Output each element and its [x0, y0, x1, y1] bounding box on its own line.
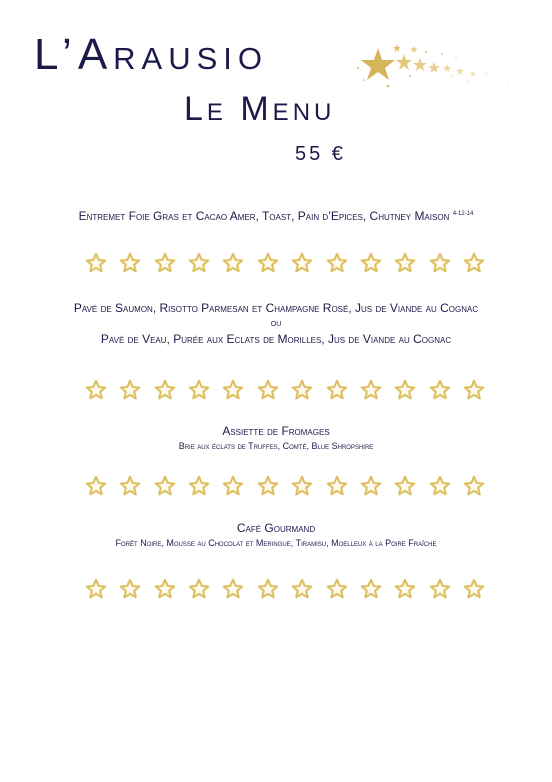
star-outline-icon: [85, 578, 107, 600]
star-outline-icon: [291, 578, 313, 600]
star-outline-icon: [188, 252, 210, 274]
star-outline-icon: [119, 578, 141, 600]
star-outline-icon: [463, 578, 485, 600]
star-outline-icon: [326, 379, 348, 401]
main-option-veal: Pavé de Veau, Purée aux Eclats de Morilles, Jus de Viande au Cognac: [100, 332, 452, 346]
star-outline-icon: [154, 379, 176, 401]
allergen-ref: 4-12-14: [452, 211, 474, 217]
star-outline-icon: [429, 379, 451, 401]
main-option-salmon: Pavé de Saumon, Risotto Parmesan et Champagne Rosé, Jus de Viande au Cognac: [73, 301, 479, 315]
star-outline-icon: [360, 578, 382, 600]
course-starter: [0, 206, 552, 225]
star-outline-icon: [429, 475, 451, 497]
course-dessert: [0, 520, 552, 550]
menu-price: 55 €: [295, 143, 346, 165]
star-outline-icon: [291, 475, 313, 497]
star-outline-icon: [463, 379, 485, 401]
star-divider-4: [85, 578, 485, 602]
star-outline-icon: [394, 475, 416, 497]
course-cheese: [0, 423, 552, 453]
star-outline-icon: [119, 252, 141, 274]
star-outline-icon: [326, 252, 348, 274]
star-outline-icon: [222, 379, 244, 401]
star-outline-icon: [119, 379, 141, 401]
star-outline-icon: [257, 578, 279, 600]
star-outline-icon: [85, 252, 107, 274]
star-divider-2: [85, 379, 485, 403]
star-outline-icon: [463, 475, 485, 497]
star-outline-icon: [360, 475, 382, 497]
starter-line: [0, 206, 552, 225]
star-divider-3: [85, 475, 485, 499]
menu-title: Le Menu: [184, 90, 336, 128]
star-outline-icon: [85, 475, 107, 497]
star-outline-icon: [154, 578, 176, 600]
course-main: [0, 300, 552, 348]
star-outline-icon: [326, 578, 348, 600]
star-outline-icon: [257, 475, 279, 497]
cheese-title: Assiette de Fromages: [222, 424, 330, 438]
star-outline-icon: [394, 252, 416, 274]
star-outline-icon: [154, 252, 176, 274]
dessert-detail: Forêt Noire, Mousse au Chocolat et Meringue, Tiramisu, Moelleux à la Poire Fraîche: [115, 538, 437, 548]
star-outline-icon: [154, 475, 176, 497]
star-outline-icon: [222, 475, 244, 497]
star-divider-1: [85, 252, 485, 276]
star-outline-icon: [291, 252, 313, 274]
star-outline-icon: [429, 252, 451, 274]
restaurant-name: L’Arausio: [34, 30, 269, 79]
star-outline-icon: [188, 578, 210, 600]
star-outline-icon: [222, 578, 244, 600]
star-outline-icon: [360, 252, 382, 274]
star-outline-icon: [222, 252, 244, 274]
star-outline-icon: [119, 475, 141, 497]
star-outline-icon: [394, 379, 416, 401]
starter-dish: Entremet Foie Gras et Cacao Amer, Toast, Pain d’Epices, Chutney Maison: [78, 209, 450, 223]
star-outline-icon: [188, 379, 210, 401]
star-outline-icon: [257, 379, 279, 401]
star-outline-icon: [257, 252, 279, 274]
star-outline-icon: [85, 379, 107, 401]
star-outline-icon: [394, 578, 416, 600]
shooting-stars-icon: [352, 40, 522, 110]
dessert-title: Café Gourmand: [236, 521, 316, 535]
star-outline-icon: [188, 475, 210, 497]
star-outline-icon: [463, 252, 485, 274]
cheese-detail: Brie aux éclats de Truffes, Comté, Blue Shropshire: [178, 441, 374, 451]
star-outline-icon: [291, 379, 313, 401]
main-or-label: ou: [270, 318, 282, 329]
star-outline-icon: [326, 475, 348, 497]
star-outline-icon: [360, 379, 382, 401]
star-outline-icon: [429, 578, 451, 600]
